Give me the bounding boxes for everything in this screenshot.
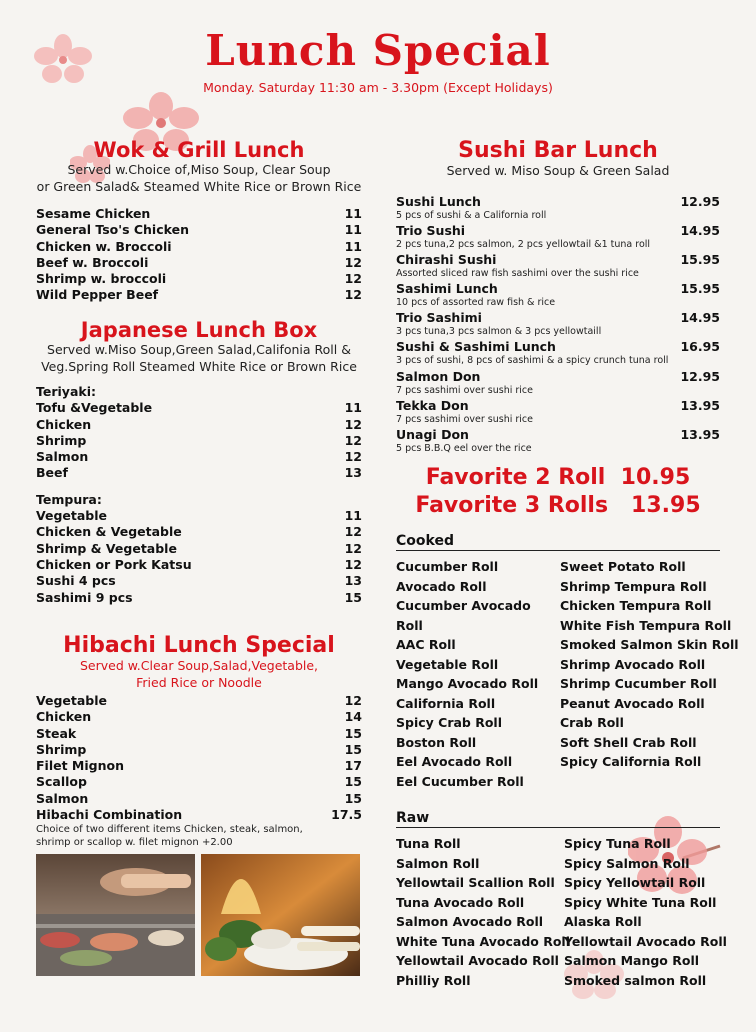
item-price: 11 xyxy=(344,238,362,254)
sushi-bar-subtitle: Served w. Miso Soup & Green Salad xyxy=(446,163,670,178)
teriyaki-list xyxy=(36,400,362,481)
roll-item: Yellowtail Avocado Roll xyxy=(396,953,559,968)
sushi-item xyxy=(396,310,720,339)
sushi-bar-title: Sushi Bar Lunch xyxy=(458,138,658,163)
roll-item: Tuna Avocado Roll xyxy=(396,894,525,910)
item-price: 15 xyxy=(344,725,362,741)
item-price: 13.95 xyxy=(680,427,720,442)
teriyaki-label: Teriyaki: xyxy=(36,384,96,399)
item-name: Shrimp w. broccoli xyxy=(36,271,167,287)
roll-item: AAC Roll xyxy=(396,637,456,652)
sushi-item xyxy=(396,427,720,456)
opening-hours: Monday. Saturday 11:30 am - 3.30pm (Except Holidays) xyxy=(203,80,553,95)
japanese-lunch-box-title: Japanese Lunch Box xyxy=(80,318,318,342)
menu-item-row xyxy=(36,465,362,481)
item-price: 14.95 xyxy=(680,222,720,238)
japanese-lunch-box-subtitle-1: Served w.Miso Soup,Green Salad,Califonia Roll & xyxy=(47,342,351,357)
roll-item: White Tuna Avocado Roll xyxy=(396,933,570,949)
item-name: Sushi & Sashimi Lunch xyxy=(396,339,556,355)
menu-item-row xyxy=(36,726,362,742)
sushi-bar-section xyxy=(396,138,720,456)
item-name: Chicken xyxy=(36,709,92,725)
sushi-item-row xyxy=(396,194,720,209)
item-price: 15.95 xyxy=(680,281,720,297)
item-price: 14 xyxy=(344,709,362,725)
wok-grill-title: Wok & Grill Lunch xyxy=(93,138,305,162)
item-price: 12 xyxy=(344,432,362,448)
menu-item-row xyxy=(36,791,362,807)
item-name: Wild Pepper Beef xyxy=(36,287,159,303)
menu-item-row xyxy=(36,524,362,540)
item-name: Shrimp xyxy=(36,432,87,448)
menu-item-row xyxy=(36,590,362,606)
item-price: 17.5 xyxy=(331,807,362,823)
raw-right-list xyxy=(564,834,727,990)
roll-item: Crab Roll xyxy=(560,715,624,730)
item-name: Steak xyxy=(36,725,77,741)
item-name: Chicken & Vegetable xyxy=(36,524,182,540)
wok-grill-section xyxy=(36,138,362,304)
item-description: 5 pcs of sushi & a California roll xyxy=(396,209,547,221)
hibachi-food-photo xyxy=(201,854,360,976)
sushi-bar-list xyxy=(396,194,720,457)
item-name: Tofu &Vegetable xyxy=(36,400,153,416)
item-name: Shrimp xyxy=(36,741,87,757)
item-name: Beef w. Broccoli xyxy=(36,254,149,270)
item-price: 11 xyxy=(344,206,362,221)
item-price: 13.95 xyxy=(680,397,720,413)
sushi-item-row xyxy=(396,223,720,238)
sushi-item xyxy=(396,398,720,427)
roll-item: Smoked salmon Roll xyxy=(564,972,707,988)
wok-grill-subtitle-2: or Green Salad& Steamed White Rice or Brown Rice xyxy=(36,178,362,194)
item-price: 12 xyxy=(344,540,362,556)
page-title: Lunch Special xyxy=(205,26,551,75)
item-price: 13 xyxy=(344,465,362,481)
menu-item-row xyxy=(36,271,362,287)
item-price: 11 xyxy=(344,400,362,416)
item-name: Beef xyxy=(36,465,68,481)
roll-item: Alaska Roll xyxy=(564,914,642,929)
sushi-item xyxy=(396,252,720,281)
item-price: 12 xyxy=(344,693,362,708)
menu-item-row xyxy=(36,206,362,222)
roll-item: Spicy Salmon Roll xyxy=(564,855,690,871)
favorites-section xyxy=(396,464,720,520)
roll-item: Eel Cucumber Roll xyxy=(396,773,524,789)
sushi-item xyxy=(396,281,720,310)
sushi-item-row xyxy=(396,427,720,442)
item-description: 10 pcs of assorted raw fish & rice xyxy=(396,297,556,309)
item-name: Sushi Lunch xyxy=(396,193,481,209)
roll-item: Spicy Tuna Roll xyxy=(564,836,671,851)
item-price: 11 xyxy=(344,508,362,524)
sushi-item-row xyxy=(396,369,720,384)
roll-item: Philliy Roll xyxy=(396,972,471,988)
favorite-2-roll: Favorite 2 Roll 10.95 xyxy=(425,465,691,490)
menu-item-row xyxy=(36,222,362,238)
wok-grill-list xyxy=(36,206,362,304)
japanese-lunch-box-subtitle-2: Veg.Spring Roll Steamed White Rice or Brown Rice xyxy=(41,358,357,374)
roll-item: Eel Avocado Roll xyxy=(396,754,513,769)
item-name: Sesame Chicken xyxy=(36,206,151,221)
menu-item-row xyxy=(36,709,362,725)
menu-item-row xyxy=(36,417,362,433)
item-description: 5 pcs B.B.Q eel over the rice xyxy=(396,443,532,454)
item-price: 14.95 xyxy=(680,310,720,326)
menu-item-row xyxy=(36,742,362,758)
item-description: 7 pcs sashimi over sushi rice xyxy=(396,413,533,425)
item-name: Chicken xyxy=(36,416,92,432)
item-description: 3 pcs tuna,3 pcs salmon & 3 pcs yellowtaill xyxy=(396,326,602,338)
menu-item-row xyxy=(36,758,362,774)
item-name: Chicken or Pork Katsu xyxy=(36,556,192,572)
item-description: 2 pcs tuna,2 pcs salmon, 2 pcs yellowtail &1 tuna roll xyxy=(396,238,651,250)
item-price: 11 xyxy=(344,222,362,238)
menu-item-row xyxy=(36,287,362,303)
item-name: Hibachi Combination xyxy=(36,807,183,823)
sushi-item-row xyxy=(396,339,720,354)
cooked-right-list xyxy=(560,557,739,791)
roll-item: California Roll xyxy=(396,695,496,711)
roll-item: Yellowtail Scallion Roll xyxy=(396,875,555,890)
item-price: 17 xyxy=(344,758,362,774)
item-name: Sashimi 9 pcs xyxy=(36,589,133,605)
hibachi-title: Hibachi Lunch Special xyxy=(63,633,335,658)
item-name: Unagi Don xyxy=(396,427,469,442)
menu-item-row xyxy=(36,508,362,524)
cooked-section xyxy=(396,533,739,791)
item-name: Shrimp & Vegetable xyxy=(36,540,177,556)
item-name: Trio Sushi xyxy=(396,222,466,238)
tempura-label: Tempura: xyxy=(36,491,102,507)
roll-item: Mango Avocado Roll xyxy=(396,676,539,691)
item-name: Salmon xyxy=(36,449,89,465)
roll-item: Boston Roll xyxy=(396,734,477,750)
item-price: 12.95 xyxy=(680,368,720,384)
item-name: Trio Sashimi xyxy=(396,310,482,326)
roll-item: Spicy Yellowtail Roll xyxy=(564,875,706,890)
item-price: 13 xyxy=(344,573,362,589)
item-name: Chicken w. Broccoli xyxy=(36,238,172,254)
item-name: Sashimi Lunch xyxy=(396,281,498,297)
item-price: 12 xyxy=(344,271,362,287)
item-price: 12.95 xyxy=(680,193,720,209)
roll-item: Salmon Avocado Roll xyxy=(396,914,544,929)
item-name: Vegetable xyxy=(36,693,108,708)
roll-item: Vegetable Roll xyxy=(396,656,499,672)
item-price: 15.95 xyxy=(680,251,720,267)
roll-item: Salmon Roll xyxy=(396,855,480,871)
sushi-item xyxy=(396,369,720,398)
sushi-item-row xyxy=(396,281,720,296)
roll-item: Cucumber Roll xyxy=(396,559,499,574)
menu-item-row xyxy=(36,239,362,255)
item-description: 7 pcs sashimi over sushi rice xyxy=(396,384,533,396)
item-name: Scallop xyxy=(36,774,87,790)
roll-item: Spicy California Roll xyxy=(560,754,702,769)
hibachi-subtitle-1: Served w.Clear Soup,Salad,Vegetable, xyxy=(79,658,319,673)
roll-item: White Fish Tempura Roll xyxy=(560,617,732,633)
item-price: 15 xyxy=(344,589,362,605)
sushi-item-row xyxy=(396,310,720,325)
roll-item: Smoked Salmon Skin Roll xyxy=(560,637,739,652)
tempura-list xyxy=(36,508,362,606)
menu-item-row xyxy=(36,541,362,557)
hibachi-subtitle-2: Fried Rice or Noodle xyxy=(136,674,262,690)
item-name: Sushi 4 pcs xyxy=(36,573,116,589)
raw-heading: Raw xyxy=(396,810,720,828)
wok-grill-subtitle-1: Served w.Choice of,Miso Soup, Clear Soup xyxy=(67,162,331,177)
menu-item-row xyxy=(36,433,362,449)
item-price: 12 xyxy=(344,416,362,432)
roll-item: Cucumber Avocado Roll xyxy=(396,598,531,633)
roll-item: Spicy White Tuna Roll xyxy=(564,894,717,910)
cooked-heading: Cooked xyxy=(396,533,720,551)
item-price: 15 xyxy=(344,741,362,757)
menu-item-row xyxy=(36,573,362,589)
cooked-left-list xyxy=(396,557,560,791)
menu-item-row xyxy=(36,807,362,823)
sushi-item-row xyxy=(396,398,720,413)
item-price: 12 xyxy=(344,556,362,572)
menu-item-row xyxy=(36,693,362,709)
roll-item: Peanut Avocado Roll xyxy=(560,695,705,711)
item-description: 3 pcs of sushi, 8 pcs of sashimi & a spicy crunch tuna roll xyxy=(396,355,669,367)
item-price: 15 xyxy=(344,774,362,790)
sushi-item xyxy=(396,339,720,368)
menu-item-row xyxy=(36,557,362,573)
item-name: Chirashi Sushi xyxy=(396,251,497,267)
sushi-item xyxy=(396,194,720,223)
item-price: 12 xyxy=(344,449,362,465)
japanese-lunch-box-section xyxy=(36,318,362,606)
roll-item: Chicken Tempura Roll xyxy=(560,598,712,613)
item-name: Tekka Don xyxy=(396,397,469,413)
menu-item-row xyxy=(36,400,362,416)
roll-item: Spicy Crab Roll xyxy=(396,715,502,730)
roll-item: Shrimp Tempura Roll xyxy=(560,578,707,594)
roll-item: Yellowtail Avocado Roll xyxy=(564,933,727,949)
hibachi-chef-photo xyxy=(36,854,195,976)
raw-section xyxy=(396,810,727,990)
item-name: Vegetable xyxy=(36,508,108,524)
raw-left-list xyxy=(396,834,570,990)
item-description: Assorted sliced raw fish sashimi over the sushi rice xyxy=(396,267,639,279)
item-name: Salmon xyxy=(36,790,89,806)
roll-item: Tuna Roll xyxy=(396,836,461,851)
menu-item-row xyxy=(36,449,362,465)
roll-item: Shrimp Avocado Roll xyxy=(560,656,706,672)
item-price: 15 xyxy=(344,790,362,806)
hibachi-note-2: shrimp or scallop w. filet mignon +2.00 xyxy=(36,837,233,849)
item-price: 12 xyxy=(344,287,362,303)
menu-item-row xyxy=(36,255,362,271)
roll-item: Soft Shell Crab Roll xyxy=(560,734,697,750)
item-name: Salmon Don xyxy=(396,368,481,384)
favorite-3-rolls: Favorite 3 Rolls 13.95 xyxy=(415,493,701,518)
roll-item: Salmon Mango Roll xyxy=(564,953,700,968)
roll-item: Shrimp Cucumber Roll xyxy=(560,676,717,691)
sushi-item-row xyxy=(396,252,720,267)
menu-item-row xyxy=(36,774,362,790)
roll-item: Sweet Potato Roll xyxy=(560,559,686,574)
hibachi-note-1: Choice of two different items Chicken, steak, salmon, xyxy=(36,824,303,836)
item-price: 12 xyxy=(344,524,362,540)
item-name: Filet Mignon xyxy=(36,758,124,774)
item-price: 16.95 xyxy=(680,339,720,355)
hibachi-list xyxy=(36,693,362,823)
roll-item: Avocado Roll xyxy=(396,578,487,594)
sushi-item xyxy=(396,223,720,252)
item-price: 12 xyxy=(344,254,362,270)
item-name: General Tso's Chicken xyxy=(36,222,189,238)
hibachi-section xyxy=(36,633,362,849)
